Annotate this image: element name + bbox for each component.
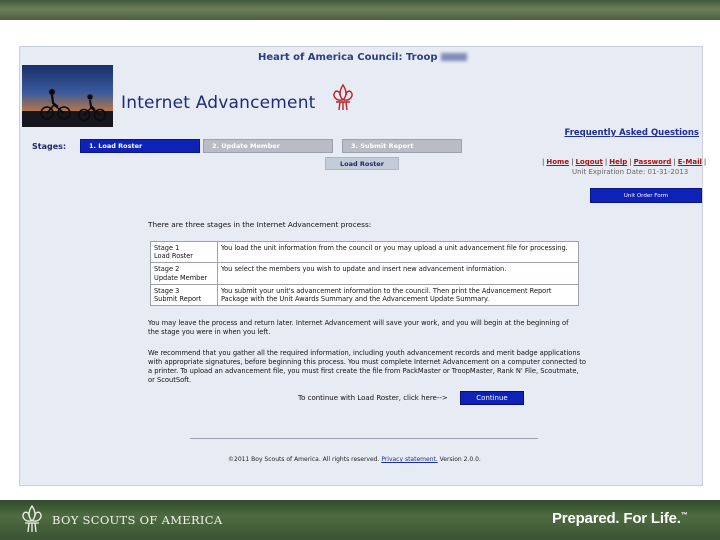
subnav-current-load-roster[interactable]: Load Roster: [325, 157, 399, 170]
app-window: [19, 46, 707, 486]
cyclists-sunset-photo: [22, 65, 113, 127]
faq-link[interactable]: Frequently Asked Questions: [564, 128, 699, 138]
unit-order-form-button[interactable]: Unit Order Form: [590, 188, 702, 203]
stage-name-cell: Stage 2 Update Member: [151, 263, 218, 284]
copyright-text: ©2011 Boy Scouts of America. All rights reserved.: [228, 456, 380, 463]
fleur-de-lis-icon: [330, 83, 356, 113]
continue-button[interactable]: Continue: [460, 391, 524, 405]
stage-desc-cell: You select the members you wish to update and insert new advancement information.: [218, 263, 579, 284]
unit-expiration-date: Unit Expiration Date: 01-31-2013: [572, 168, 689, 176]
header-photo: [22, 65, 113, 127]
stage-tab-submit-report[interactable]: 3. Submit Report: [342, 139, 462, 153]
privacy-statement-link[interactable]: Privacy statement.: [381, 456, 438, 463]
recommendation-paragraph: We recommend that you gather all the required information, including youth advancement records and merit badge applications with appropriate signatures, before beginning this process. You must complete Internet Advancement on a computer connected to a printer. To upload an advancement file, you must first create the file from PackMaster or TroopMaster, Rank N' File, Scoutmate, or ScoutSoft.: [148, 349, 586, 384]
tagline: Prepared. For Life.™: [552, 510, 688, 527]
bsa-logo-icon: [18, 504, 46, 536]
bsa-brand-text: BOY SCOUTS OF AMERICA: [52, 513, 223, 527]
stage-tab-update-member[interactable]: 2. Update Member: [203, 139, 333, 153]
home-link[interactable]: Home: [546, 158, 570, 166]
footer: [228, 456, 481, 463]
stages-table: [150, 241, 579, 306]
leave-process-paragraph: You may leave the process and return later. Internet Advancement will save your work, and you will begin at the beginning of the stage you were in when you left.: [148, 319, 569, 336]
password-link[interactable]: Password: [633, 158, 672, 166]
table-row: [151, 284, 579, 305]
intro-text: There are three stages in the Internet Advancement process:: [148, 220, 372, 229]
top-links: | Home | Logout | Help | Password | E-Mail |: [542, 158, 707, 166]
troop-number-obscured: [441, 53, 467, 61]
stage-name-cell: Stage 3 Submit Report: [151, 284, 218, 305]
email-link[interactable]: E-Mail: [677, 158, 702, 166]
stage-name-cell: Stage 1 Load Roster: [151, 242, 218, 263]
continue-prompt: To continue with Load Roster, click here-->: [298, 394, 448, 402]
council-title-text: Heart of America Council: Troop: [258, 52, 438, 63]
app-title: Internet Advancement: [121, 93, 316, 113]
council-title: [258, 52, 467, 63]
help-link[interactable]: Help: [609, 158, 628, 166]
stage-tab-load-roster[interactable]: 1. Load Roster: [80, 139, 200, 153]
stages-label: Stages:: [32, 142, 67, 151]
table-row: [151, 263, 579, 284]
stage-desc-cell: You load the unit information from the council or you may upload a unit advancement file for processing.: [218, 242, 579, 263]
stage-desc-cell: You submit your unit's advancement information to the council. Then print the Advancement Report Package with the Unit Awards Summary and the Advancement Update Summary.: [218, 284, 579, 305]
version-text: Version 2.0.0.: [439, 456, 481, 463]
footer-divider: [190, 438, 538, 439]
top-banner: [0, 0, 720, 20]
table-row: [151, 242, 579, 263]
logout-link[interactable]: Logout: [575, 158, 603, 166]
